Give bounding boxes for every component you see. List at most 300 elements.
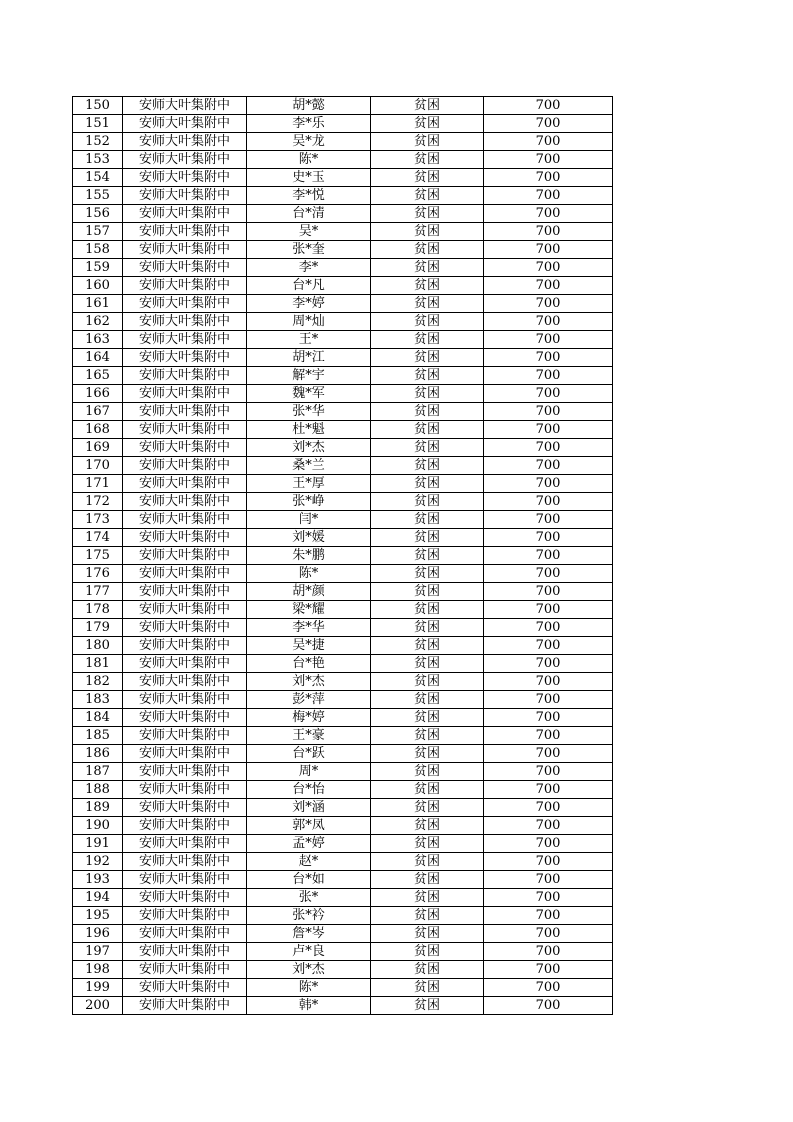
student-aid-table [72, 96, 613, 1015]
school-cell: 安师大叶集附中 [123, 349, 247, 367]
row-number-cell: 199 [73, 979, 123, 997]
school-cell: 安师大叶集附中 [123, 727, 247, 745]
aid-category-cell: 贫困 [371, 529, 484, 547]
amount-cell: 700 [484, 817, 613, 835]
amount-cell: 700 [484, 583, 613, 601]
school-cell: 安师大叶集附中 [123, 673, 247, 691]
aid-category-cell: 贫困 [371, 367, 484, 385]
student-name-cell: 闫* [247, 511, 371, 529]
aid-category-cell: 贫困 [371, 727, 484, 745]
aid-category-cell: 贫困 [371, 313, 484, 331]
table-row [73, 799, 613, 817]
amount-cell: 700 [484, 763, 613, 781]
aid-category-cell: 贫困 [371, 403, 484, 421]
student-name-cell: 王*厚 [247, 475, 371, 493]
student-name-cell: 李*悦 [247, 187, 371, 205]
school-cell: 安师大叶集附中 [123, 277, 247, 295]
row-number-cell: 156 [73, 205, 123, 223]
row-number-cell: 155 [73, 187, 123, 205]
student-name-cell: 胡*颜 [247, 583, 371, 601]
aid-category-cell: 贫困 [371, 925, 484, 943]
student-name-cell: 梁*耀 [247, 601, 371, 619]
school-cell: 安师大叶集附中 [123, 997, 247, 1015]
amount-cell: 700 [484, 745, 613, 763]
amount-cell: 700 [484, 115, 613, 133]
aid-category-cell: 贫困 [371, 781, 484, 799]
school-cell: 安师大叶集附中 [123, 475, 247, 493]
school-cell: 安师大叶集附中 [123, 259, 247, 277]
table-row [73, 673, 613, 691]
amount-cell: 700 [484, 421, 613, 439]
row-number-cell: 200 [73, 997, 123, 1015]
student-name-cell: 梅*婷 [247, 709, 371, 727]
school-cell: 安师大叶集附中 [123, 331, 247, 349]
school-cell: 安师大叶集附中 [123, 457, 247, 475]
student-name-cell: 吴*龙 [247, 133, 371, 151]
table-row [73, 691, 613, 709]
amount-cell: 700 [484, 655, 613, 673]
student-name-cell: 卢*良 [247, 943, 371, 961]
school-cell: 安师大叶集附中 [123, 853, 247, 871]
amount-cell: 700 [484, 781, 613, 799]
amount-cell: 700 [484, 475, 613, 493]
row-number-cell: 181 [73, 655, 123, 673]
school-cell: 安师大叶集附中 [123, 889, 247, 907]
aid-category-cell: 贫困 [371, 187, 484, 205]
aid-category-cell: 贫困 [371, 601, 484, 619]
table-row [73, 187, 613, 205]
table-row [73, 439, 613, 457]
student-name-cell: 李*乐 [247, 115, 371, 133]
amount-cell: 700 [484, 907, 613, 925]
table-row [73, 385, 613, 403]
table-row [73, 547, 613, 565]
school-cell: 安师大叶集附中 [123, 241, 247, 259]
amount-cell: 700 [484, 799, 613, 817]
aid-category-cell: 贫困 [371, 457, 484, 475]
school-cell: 安师大叶集附中 [123, 439, 247, 457]
row-number-cell: 158 [73, 241, 123, 259]
amount-cell: 700 [484, 241, 613, 259]
row-number-cell: 157 [73, 223, 123, 241]
student-name-cell: 詹*岑 [247, 925, 371, 943]
amount-cell: 700 [484, 547, 613, 565]
student-name-cell: 张*衿 [247, 907, 371, 925]
student-name-cell: 张*奎 [247, 241, 371, 259]
amount-cell: 700 [484, 457, 613, 475]
aid-category-cell: 贫困 [371, 763, 484, 781]
table-row [73, 583, 613, 601]
table-row [73, 169, 613, 187]
school-cell: 安师大叶集附中 [123, 151, 247, 169]
aid-category-cell: 贫困 [371, 583, 484, 601]
student-name-cell: 吴*捷 [247, 637, 371, 655]
table-row [73, 853, 613, 871]
school-cell: 安师大叶集附中 [123, 367, 247, 385]
table-row [73, 655, 613, 673]
amount-cell: 700 [484, 511, 613, 529]
school-cell: 安师大叶集附中 [123, 799, 247, 817]
table-row [73, 601, 613, 619]
table-row [73, 151, 613, 169]
table-row [73, 421, 613, 439]
student-name-cell: 韩* [247, 997, 371, 1015]
amount-cell: 700 [484, 385, 613, 403]
amount-cell: 700 [484, 925, 613, 943]
aid-category-cell: 贫困 [371, 115, 484, 133]
school-cell: 安师大叶集附中 [123, 295, 247, 313]
aid-category-cell: 贫困 [371, 349, 484, 367]
student-name-cell: 孟*婷 [247, 835, 371, 853]
school-cell: 安师大叶集附中 [123, 943, 247, 961]
school-cell: 安师大叶集附中 [123, 313, 247, 331]
row-number-cell: 170 [73, 457, 123, 475]
student-name-cell: 杜*魁 [247, 421, 371, 439]
aid-category-cell: 贫困 [371, 637, 484, 655]
aid-category-cell: 贫困 [371, 475, 484, 493]
student-name-cell: 李*婷 [247, 295, 371, 313]
row-number-cell: 166 [73, 385, 123, 403]
student-name-cell: 胡*懿 [247, 97, 371, 115]
row-number-cell: 163 [73, 331, 123, 349]
amount-cell: 700 [484, 565, 613, 583]
aid-category-cell: 贫困 [371, 997, 484, 1015]
table-row [73, 763, 613, 781]
school-cell: 安师大叶集附中 [123, 925, 247, 943]
amount-cell: 700 [484, 367, 613, 385]
row-number-cell: 190 [73, 817, 123, 835]
school-cell: 安师大叶集附中 [123, 871, 247, 889]
table-row [73, 97, 613, 115]
row-number-cell: 189 [73, 799, 123, 817]
aid-category-cell: 贫困 [371, 169, 484, 187]
table-row [73, 709, 613, 727]
row-number-cell: 198 [73, 961, 123, 979]
aid-category-cell: 贫困 [371, 511, 484, 529]
row-number-cell: 159 [73, 259, 123, 277]
table-row [73, 403, 613, 421]
aid-category-cell: 贫困 [371, 979, 484, 997]
amount-cell: 700 [484, 187, 613, 205]
table-row [73, 925, 613, 943]
amount-cell: 700 [484, 979, 613, 997]
table-row [73, 115, 613, 133]
school-cell: 安师大叶集附中 [123, 619, 247, 637]
aid-category-cell: 贫困 [371, 547, 484, 565]
row-number-cell: 192 [73, 853, 123, 871]
school-cell: 安师大叶集附中 [123, 115, 247, 133]
school-cell: 安师大叶集附中 [123, 637, 247, 655]
table-row [73, 637, 613, 655]
amount-cell: 700 [484, 403, 613, 421]
school-cell: 安师大叶集附中 [123, 781, 247, 799]
student-name-cell: 陈* [247, 565, 371, 583]
school-cell: 安师大叶集附中 [123, 403, 247, 421]
amount-cell: 700 [484, 133, 613, 151]
aid-category-cell: 贫困 [371, 709, 484, 727]
table-row [73, 331, 613, 349]
row-number-cell: 153 [73, 151, 123, 169]
school-cell: 安师大叶集附中 [123, 907, 247, 925]
school-cell: 安师大叶集附中 [123, 385, 247, 403]
student-name-cell: 史*玉 [247, 169, 371, 187]
amount-cell: 700 [484, 529, 613, 547]
school-cell: 安师大叶集附中 [123, 655, 247, 673]
school-cell: 安师大叶集附中 [123, 709, 247, 727]
student-name-cell: 陈* [247, 979, 371, 997]
row-number-cell: 193 [73, 871, 123, 889]
table-row [73, 961, 613, 979]
table-row [73, 979, 613, 997]
student-name-cell: 彭*萍 [247, 691, 371, 709]
aid-category-cell: 贫困 [371, 295, 484, 313]
student-name-cell: 朱*鹏 [247, 547, 371, 565]
aid-category-cell: 贫困 [371, 943, 484, 961]
table-row [73, 241, 613, 259]
student-name-cell: 王* [247, 331, 371, 349]
table-row [73, 565, 613, 583]
school-cell: 安师大叶集附中 [123, 421, 247, 439]
amount-cell: 700 [484, 169, 613, 187]
row-number-cell: 197 [73, 943, 123, 961]
amount-cell: 700 [484, 259, 613, 277]
table-row [73, 511, 613, 529]
amount-cell: 700 [484, 223, 613, 241]
amount-cell: 700 [484, 313, 613, 331]
school-cell: 安师大叶集附中 [123, 511, 247, 529]
student-name-cell: 张* [247, 889, 371, 907]
row-number-cell: 160 [73, 277, 123, 295]
row-number-cell: 172 [73, 493, 123, 511]
student-name-cell: 台*凡 [247, 277, 371, 295]
student-name-cell: 周*灿 [247, 313, 371, 331]
student-name-cell: 桑*兰 [247, 457, 371, 475]
aid-category-cell: 贫困 [371, 889, 484, 907]
amount-cell: 700 [484, 637, 613, 655]
row-number-cell: 154 [73, 169, 123, 187]
table-row [73, 817, 613, 835]
table-row [73, 367, 613, 385]
amount-cell: 700 [484, 691, 613, 709]
table-row [73, 277, 613, 295]
row-number-cell: 177 [73, 583, 123, 601]
row-number-cell: 175 [73, 547, 123, 565]
row-number-cell: 152 [73, 133, 123, 151]
student-name-cell: 赵* [247, 853, 371, 871]
aid-category-cell: 贫困 [371, 259, 484, 277]
school-cell: 安师大叶集附中 [123, 763, 247, 781]
row-number-cell: 191 [73, 835, 123, 853]
table-row [73, 223, 613, 241]
table-row [73, 349, 613, 367]
amount-cell: 700 [484, 835, 613, 853]
school-cell: 安师大叶集附中 [123, 133, 247, 151]
aid-category-cell: 贫困 [371, 493, 484, 511]
aid-category-cell: 贫困 [371, 205, 484, 223]
aid-category-cell: 贫困 [371, 799, 484, 817]
table-row [73, 313, 613, 331]
aid-category-cell: 贫困 [371, 241, 484, 259]
student-name-cell: 王*豪 [247, 727, 371, 745]
table-row [73, 889, 613, 907]
aid-category-cell: 贫困 [371, 745, 484, 763]
aid-category-cell: 贫困 [371, 691, 484, 709]
row-number-cell: 161 [73, 295, 123, 313]
amount-cell: 700 [484, 673, 613, 691]
student-name-cell: 陈* [247, 151, 371, 169]
amount-cell: 700 [484, 601, 613, 619]
student-name-cell: 刘*杰 [247, 961, 371, 979]
row-number-cell: 194 [73, 889, 123, 907]
aid-category-cell: 贫困 [371, 655, 484, 673]
amount-cell: 700 [484, 889, 613, 907]
row-number-cell: 162 [73, 313, 123, 331]
aid-category-cell: 贫困 [371, 421, 484, 439]
school-cell: 安师大叶集附中 [123, 97, 247, 115]
student-name-cell: 刘*杰 [247, 439, 371, 457]
row-number-cell: 151 [73, 115, 123, 133]
school-cell: 安师大叶集附中 [123, 583, 247, 601]
row-number-cell: 186 [73, 745, 123, 763]
row-number-cell: 183 [73, 691, 123, 709]
amount-cell: 700 [484, 205, 613, 223]
school-cell: 安师大叶集附中 [123, 601, 247, 619]
school-cell: 安师大叶集附中 [123, 691, 247, 709]
row-number-cell: 178 [73, 601, 123, 619]
amount-cell: 700 [484, 727, 613, 745]
table-row [73, 781, 613, 799]
school-cell: 安师大叶集附中 [123, 205, 247, 223]
aid-category-cell: 贫困 [371, 439, 484, 457]
row-number-cell: 150 [73, 97, 123, 115]
school-cell: 安师大叶集附中 [123, 979, 247, 997]
school-cell: 安师大叶集附中 [123, 565, 247, 583]
student-name-cell: 刘*媛 [247, 529, 371, 547]
table-row [73, 727, 613, 745]
table-row [73, 457, 613, 475]
student-name-cell: 台*怡 [247, 781, 371, 799]
table-body [73, 97, 613, 1015]
aid-category-cell: 贫困 [371, 907, 484, 925]
row-number-cell: 174 [73, 529, 123, 547]
school-cell: 安师大叶集附中 [123, 817, 247, 835]
school-cell: 安师大叶集附中 [123, 835, 247, 853]
table-row [73, 529, 613, 547]
table-row [73, 493, 613, 511]
aid-category-cell: 贫困 [371, 853, 484, 871]
amount-cell: 700 [484, 151, 613, 169]
student-name-cell: 周* [247, 763, 371, 781]
amount-cell: 700 [484, 871, 613, 889]
school-cell: 安师大叶集附中 [123, 961, 247, 979]
row-number-cell: 182 [73, 673, 123, 691]
student-name-cell: 李* [247, 259, 371, 277]
student-name-cell: 解*宇 [247, 367, 371, 385]
table-row [73, 943, 613, 961]
school-cell: 安师大叶集附中 [123, 223, 247, 241]
aid-category-cell: 贫困 [371, 835, 484, 853]
row-number-cell: 185 [73, 727, 123, 745]
row-number-cell: 176 [73, 565, 123, 583]
table-row [73, 871, 613, 889]
aid-category-cell: 贫困 [371, 817, 484, 835]
student-name-cell: 张*峥 [247, 493, 371, 511]
row-number-cell: 195 [73, 907, 123, 925]
student-name-cell: 台*清 [247, 205, 371, 223]
aid-category-cell: 贫困 [371, 151, 484, 169]
row-number-cell: 165 [73, 367, 123, 385]
row-number-cell: 179 [73, 619, 123, 637]
row-number-cell: 187 [73, 763, 123, 781]
student-name-cell: 张*华 [247, 403, 371, 421]
table-row [73, 475, 613, 493]
student-name-cell: 胡*江 [247, 349, 371, 367]
table-row [73, 295, 613, 313]
aid-category-cell: 贫困 [371, 673, 484, 691]
row-number-cell: 196 [73, 925, 123, 943]
amount-cell: 700 [484, 709, 613, 727]
row-number-cell: 171 [73, 475, 123, 493]
aid-category-cell: 贫困 [371, 871, 484, 889]
aid-category-cell: 贫困 [371, 619, 484, 637]
aid-category-cell: 贫困 [371, 385, 484, 403]
student-name-cell: 郭*凤 [247, 817, 371, 835]
row-number-cell: 167 [73, 403, 123, 421]
student-name-cell: 台*如 [247, 871, 371, 889]
student-name-cell: 刘*涵 [247, 799, 371, 817]
row-number-cell: 188 [73, 781, 123, 799]
student-name-cell: 台*跃 [247, 745, 371, 763]
school-cell: 安师大叶集附中 [123, 529, 247, 547]
row-number-cell: 164 [73, 349, 123, 367]
student-name-cell: 魏*军 [247, 385, 371, 403]
student-name-cell: 台*艳 [247, 655, 371, 673]
table-row [73, 259, 613, 277]
school-cell: 安师大叶集附中 [123, 745, 247, 763]
aid-category-cell: 贫困 [371, 331, 484, 349]
amount-cell: 700 [484, 349, 613, 367]
school-cell: 安师大叶集附中 [123, 187, 247, 205]
table-row [73, 133, 613, 151]
row-number-cell: 180 [73, 637, 123, 655]
aid-category-cell: 贫困 [371, 133, 484, 151]
amount-cell: 700 [484, 97, 613, 115]
table-row [73, 835, 613, 853]
aid-category-cell: 贫困 [371, 97, 484, 115]
amount-cell: 700 [484, 997, 613, 1015]
amount-cell: 700 [484, 439, 613, 457]
row-number-cell: 173 [73, 511, 123, 529]
amount-cell: 700 [484, 277, 613, 295]
student-name-cell: 李*华 [247, 619, 371, 637]
row-number-cell: 168 [73, 421, 123, 439]
student-name-cell: 刘*杰 [247, 673, 371, 691]
school-cell: 安师大叶集附中 [123, 493, 247, 511]
row-number-cell: 169 [73, 439, 123, 457]
amount-cell: 700 [484, 493, 613, 511]
amount-cell: 700 [484, 943, 613, 961]
aid-category-cell: 贫困 [371, 565, 484, 583]
table-row [73, 619, 613, 637]
amount-cell: 700 [484, 331, 613, 349]
aid-category-cell: 贫困 [371, 961, 484, 979]
school-cell: 安师大叶集附中 [123, 169, 247, 187]
amount-cell: 700 [484, 619, 613, 637]
amount-cell: 700 [484, 853, 613, 871]
student-name-cell: 吴* [247, 223, 371, 241]
table-row [73, 205, 613, 223]
amount-cell: 700 [484, 961, 613, 979]
